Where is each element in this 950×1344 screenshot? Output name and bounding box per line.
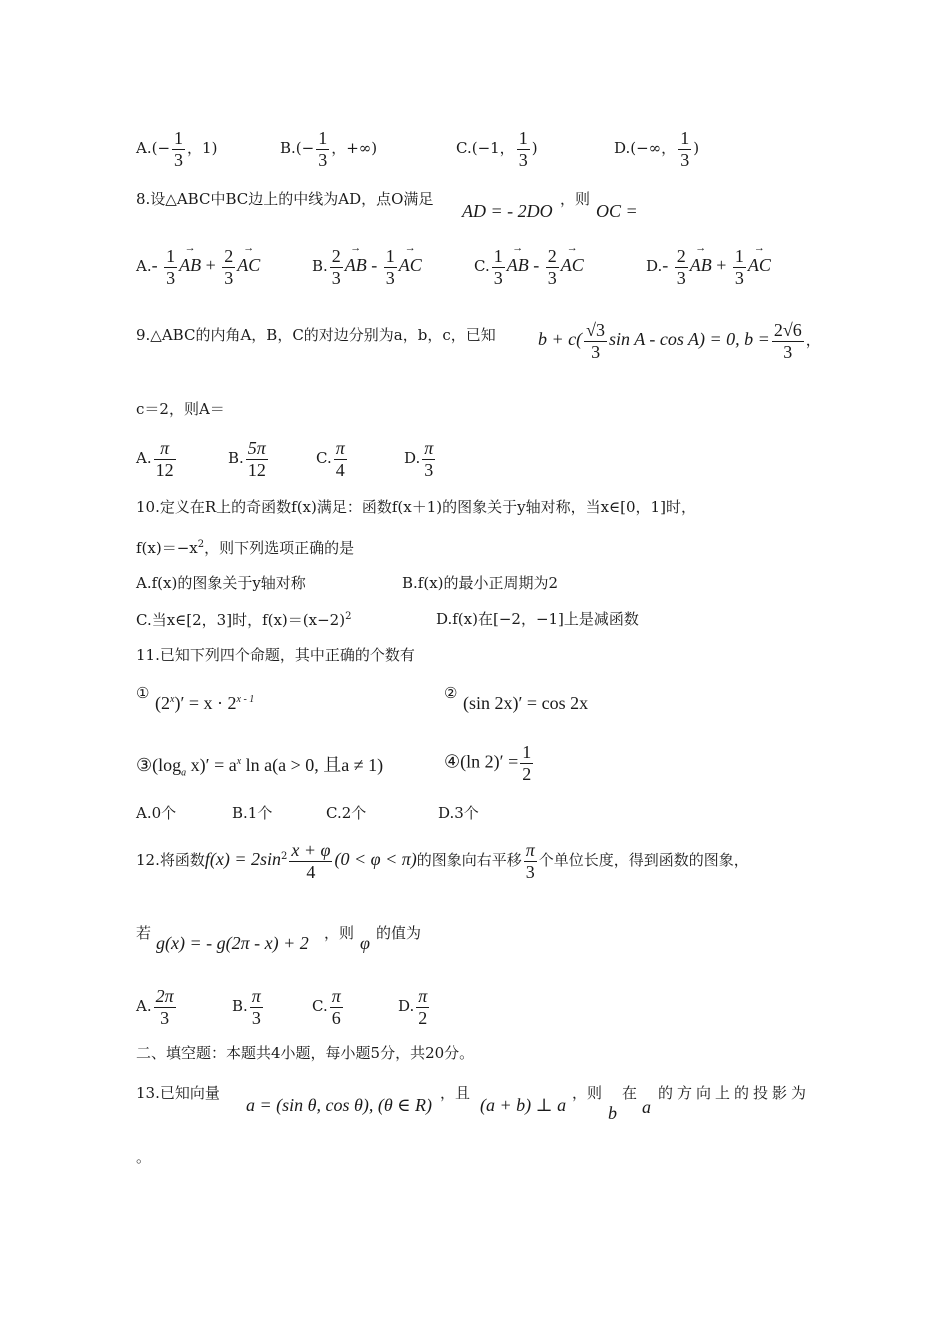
- q11-option-d: D.3个: [438, 804, 479, 822]
- q9-equation: b + c( $\frac{√3}{3}$ sin A - cos A) = 0, b = $\frac{2√6}{3}$ ，: [538, 320, 821, 362]
- q7-option-d: D.(−∞， $\frac{1}{3}$ ): [614, 128, 700, 170]
- q8-stem: 8.设△ABC中BC边上的中线为AD，点O满足: [136, 190, 434, 208]
- q8-target: OC =: [596, 201, 638, 221]
- q13-a: a: [642, 1097, 651, 1117]
- q9-stem: 9.△ABC的内角A，B，C的对边分别为a，b，c，已知: [136, 326, 496, 344]
- q13-prefix: 13.已知向量: [136, 1084, 220, 1102]
- q10-option-c: C.当x∈[2，3]时，$f(x)=(x-2)^2$: [136, 611, 352, 629]
- q11-prop-3: $③(\log_a$ $x)' = a^x$ ln a(a > 0, 且a ≠ 1): [136, 755, 384, 779]
- q11-prop-4: ④(ln 2)′ = $\frac{1}{2}$: [444, 742, 532, 784]
- q13-suffix: 的方向上的投影为: [658, 1084, 811, 1102]
- section-fill-in-heading: 二、填空题：本题共4小题，每小题5分，共20分。: [136, 1044, 475, 1062]
- q8-option-c: C. $\frac{1}{3}$ → AB - $\frac{2}{3}$ → AC: [474, 246, 584, 288]
- q12-option-b: B. $\frac{\pi}{3}$: [232, 986, 261, 1028]
- q7-option-b: B.(− $\frac{1}{3}$ ，+∞): [280, 128, 378, 170]
- q9-option-c: C. $\frac{\pi}{4}$: [316, 438, 345, 480]
- q12-option-d: D. $\frac{\pi}{2}$: [398, 986, 428, 1028]
- q10-option-d: D.f(x)在[−2，−1]上是减函数: [436, 610, 639, 628]
- q11-prop-2-formula: (sin 2x)′ = cos 2x: [463, 693, 589, 713]
- q8-option-b: B. $\frac{2}{3}$ → AB - $\frac{1}{3}$ → AC: [312, 246, 422, 288]
- q11-option-b: B.1个: [232, 804, 273, 822]
- q10-line2: $f(x)=-x^2$，则下列选项正确的是: [136, 539, 355, 557]
- q12-then: ，则: [324, 924, 355, 942]
- q12-stem: 12.将函数$f(x) = 2\sin^2$ $\frac{x + \varphi}{4}$ (0 < φ < π)的图象向右平移 $\frac{\pi}{3}$ 个单位长度，得到函数的图象，: [136, 840, 749, 882]
- q10-option-b: B.f(x)的最小正周期为2: [402, 574, 559, 592]
- q12-phi: φ: [360, 933, 370, 953]
- q8-condition: AD = - 2DO: [462, 201, 553, 221]
- q13-and: ，且: [440, 1084, 471, 1102]
- q9-option-d: D. $\frac{\pi}{3}$: [404, 438, 434, 480]
- q13-b: b: [608, 1103, 617, 1123]
- q11-prop-1-formula: $(2^x)' = x \cdot 2^{x - 1}$: [155, 693, 255, 713]
- q13-perp: (a + b) ⊥ a: [480, 1095, 567, 1115]
- q11-prop-1: ①: [136, 684, 150, 702]
- q12-condition: g(x) = - g(2π - x) + 2: [156, 933, 309, 953]
- q11-prop-2: ②: [444, 684, 458, 702]
- q8-option-d: D.- $\frac{2}{3}$ → AB + $\frac{1}{3}$ → AC: [646, 246, 771, 288]
- q8-option-a: A.- $\frac{1}{3}$ → AB + $\frac{2}{3}$ → AC: [136, 246, 260, 288]
- q9-option-b: B. $\frac{5\pi}{12}$: [228, 438, 266, 480]
- q12-line2-prefix: 若: [136, 924, 152, 942]
- q9-line2: c＝2，则A＝: [136, 400, 225, 418]
- q11-option-c: C.2个: [326, 804, 367, 822]
- q7-option-a: A.(− $\frac{1}{3}$ ，1): [136, 128, 218, 170]
- q12-option-a: A. $\frac{2\pi}{3}$: [136, 986, 174, 1028]
- q12-value-of: 的值为: [376, 924, 422, 942]
- q11-option-a: A.0个: [136, 804, 177, 822]
- q8-then: ，则: [560, 190, 591, 208]
- q11-stem: 11.已知下列四个命题，其中正确的个数有: [136, 646, 415, 664]
- q13-vector-a: a = (sin θ, cos θ), (θ ∈ R): [246, 1095, 432, 1115]
- q7-option-c: C.(−1， $\frac{1}{3}$ ): [456, 128, 538, 170]
- q13-end: 。: [136, 1148, 152, 1166]
- q12-option-c: C. $\frac{\pi}{6}$: [312, 986, 341, 1028]
- q13-then: ，则: [572, 1084, 603, 1102]
- q10-line1: 10.定义在R上的奇函数f(x)满足：函数f(x＋1)的图象关于y轴对称，当x∈[0，1]时，: [136, 498, 696, 516]
- q13-at: 在: [622, 1084, 638, 1102]
- q9-option-a: A. $\frac{\pi}{12}$: [136, 438, 174, 480]
- q10-option-a: A.f(x)的图象关于y轴对称: [136, 574, 306, 592]
